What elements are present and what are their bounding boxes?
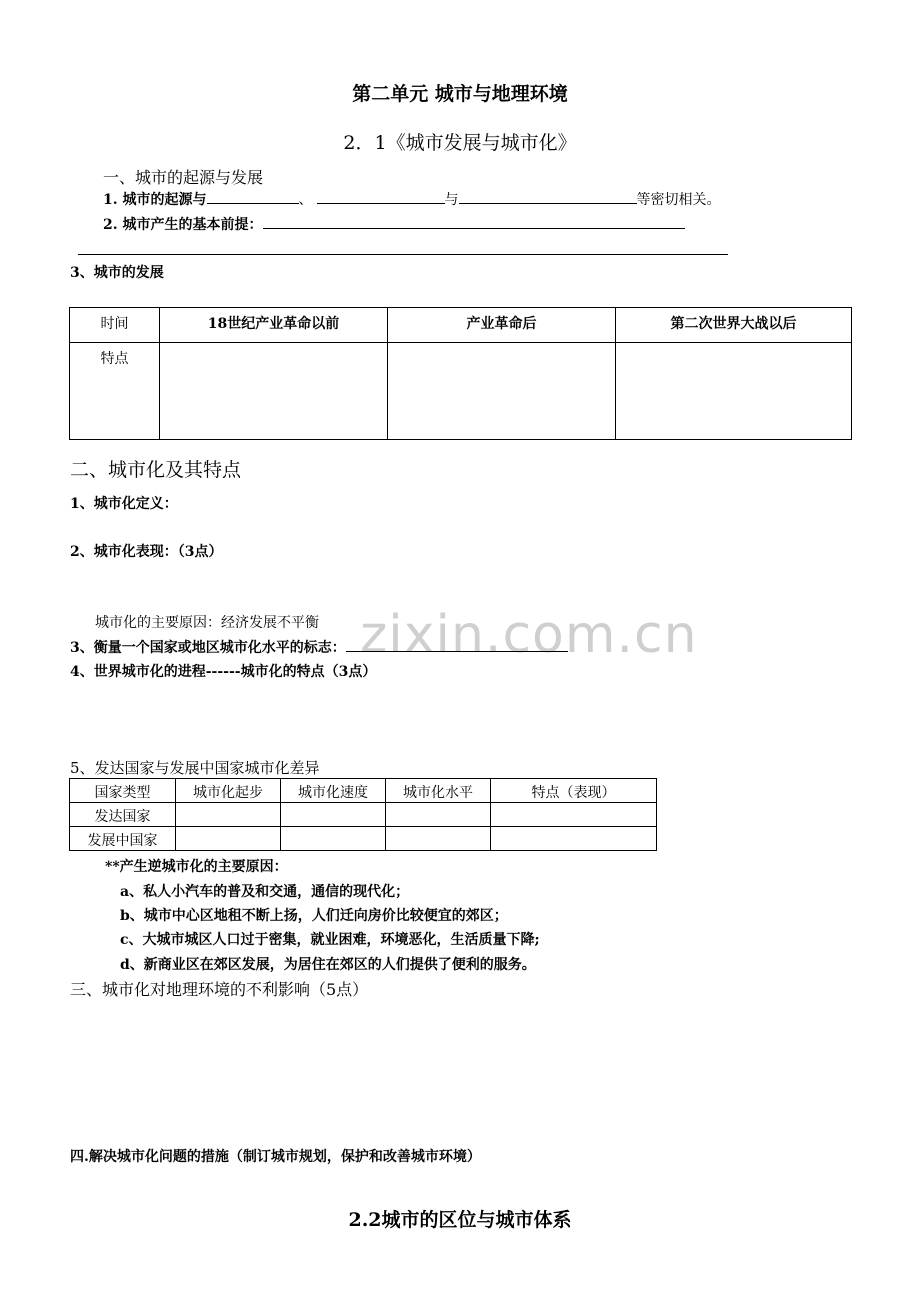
- part4-heading: 四.解决城市化问题的措施（制订城市规划，保护和改善城市环境）: [70, 1149, 481, 1165]
- part1-question-2: [103, 214, 685, 234]
- header-cell-start: 城市化起步: [176, 779, 281, 803]
- part1-heading: 一、城市的起源与发展: [103, 168, 264, 187]
- table-cell: [386, 803, 491, 827]
- table-cell: [160, 343, 388, 440]
- watermark: zixin.com.cn: [360, 605, 698, 665]
- table-row: [70, 827, 657, 851]
- table-header-row: [70, 308, 852, 343]
- table-cell: [281, 803, 386, 827]
- blank-line: [459, 189, 637, 204]
- table-row: [70, 343, 852, 440]
- blank-line: [263, 214, 685, 229]
- section-title: 2．1《城市发展与城市化》: [343, 132, 577, 154]
- part2-question-2: 2、城市化表现：（3点）: [70, 544, 223, 560]
- header-cell-time: 时间: [70, 308, 160, 343]
- table-header-row: [70, 779, 657, 803]
- table-cell: [491, 803, 657, 827]
- table-row: [70, 803, 657, 827]
- development-table: [69, 307, 852, 440]
- table-cell: [176, 827, 281, 851]
- row-label-features: 特点: [70, 343, 160, 440]
- table-cell: [616, 343, 852, 440]
- reason-item: d、新商业区在郊区发展，为居住在郊区的人们提供了便利的服务。: [120, 957, 536, 973]
- header-cell-features: 特点（表现）: [491, 779, 657, 803]
- reason-item: b、城市中心区地租不断上扬，人们迁向房价比较便宜的郊区；: [120, 908, 508, 924]
- part1-question-3: 3、城市的发展: [70, 265, 164, 281]
- part1-question-1: [103, 189, 721, 209]
- unit-title: 第二单元 城市与地理环境: [352, 83, 568, 105]
- blank-line: [346, 637, 568, 652]
- part2-note: 城市化的主要原因：经济发展不平衡: [95, 615, 319, 631]
- row-label-developed: 发达国家: [70, 803, 176, 827]
- header-cell-post-ww2: 第二次世界大战以后: [616, 308, 852, 343]
- header-cell-speed: 城市化速度: [281, 779, 386, 803]
- q1-prefix: 1. 城市的起源与: [103, 192, 207, 208]
- blank-line-full: [78, 254, 728, 255]
- reason-item: c、大城市城区人口过于密集，就业困难，环境恶化，生活质量下降;: [120, 932, 540, 948]
- table-cell: [281, 827, 386, 851]
- row-label-developing: 发展中国家: [70, 827, 176, 851]
- part3-heading: 三、城市化对地理环境的不利影响（5点）: [70, 980, 369, 999]
- part2-question-1: 1、城市化定义：: [70, 496, 178, 512]
- table-cell: [491, 827, 657, 851]
- comparison-table: [69, 778, 657, 851]
- header-cell-post-industrial: 产业革命后: [388, 308, 616, 343]
- table-cell: [176, 803, 281, 827]
- table-cell: [386, 827, 491, 851]
- blank-line: [207, 189, 299, 204]
- q1-sep1: 、: [298, 192, 313, 208]
- next-section-title: 2.2城市的区位与城市体系: [348, 1209, 572, 1231]
- q3-text: 3、衡量一个国家或地区城市化水平的标志：: [70, 640, 346, 656]
- part2-question-3: [70, 637, 568, 657]
- q1-sep2: 与: [444, 192, 459, 208]
- q1-suffix: 等密切相关。: [636, 192, 721, 208]
- table-cell: [388, 343, 616, 440]
- reason-item: a、私人小汽车的普及和交通，通信的现代化；: [120, 884, 410, 900]
- blank-line: [317, 189, 445, 204]
- header-cell-level: 城市化水平: [386, 779, 491, 803]
- part2-question-4: 4、世界城市化的进程------城市化的特点（3点）: [70, 664, 377, 680]
- header-cell-country-type: 国家类型: [70, 779, 176, 803]
- part2-question-5: 5、发达国家与发展中国家城市化差异: [70, 759, 320, 777]
- q2-prefix: 2. 城市产生的基本前提：: [103, 217, 263, 233]
- part2-heading: 二、城市化及其特点: [70, 459, 242, 481]
- header-cell-pre-industrial: 18世纪产业革命以前: [160, 308, 388, 343]
- counter-urbanization-title: **产生逆城市化的主要原因：: [105, 859, 288, 875]
